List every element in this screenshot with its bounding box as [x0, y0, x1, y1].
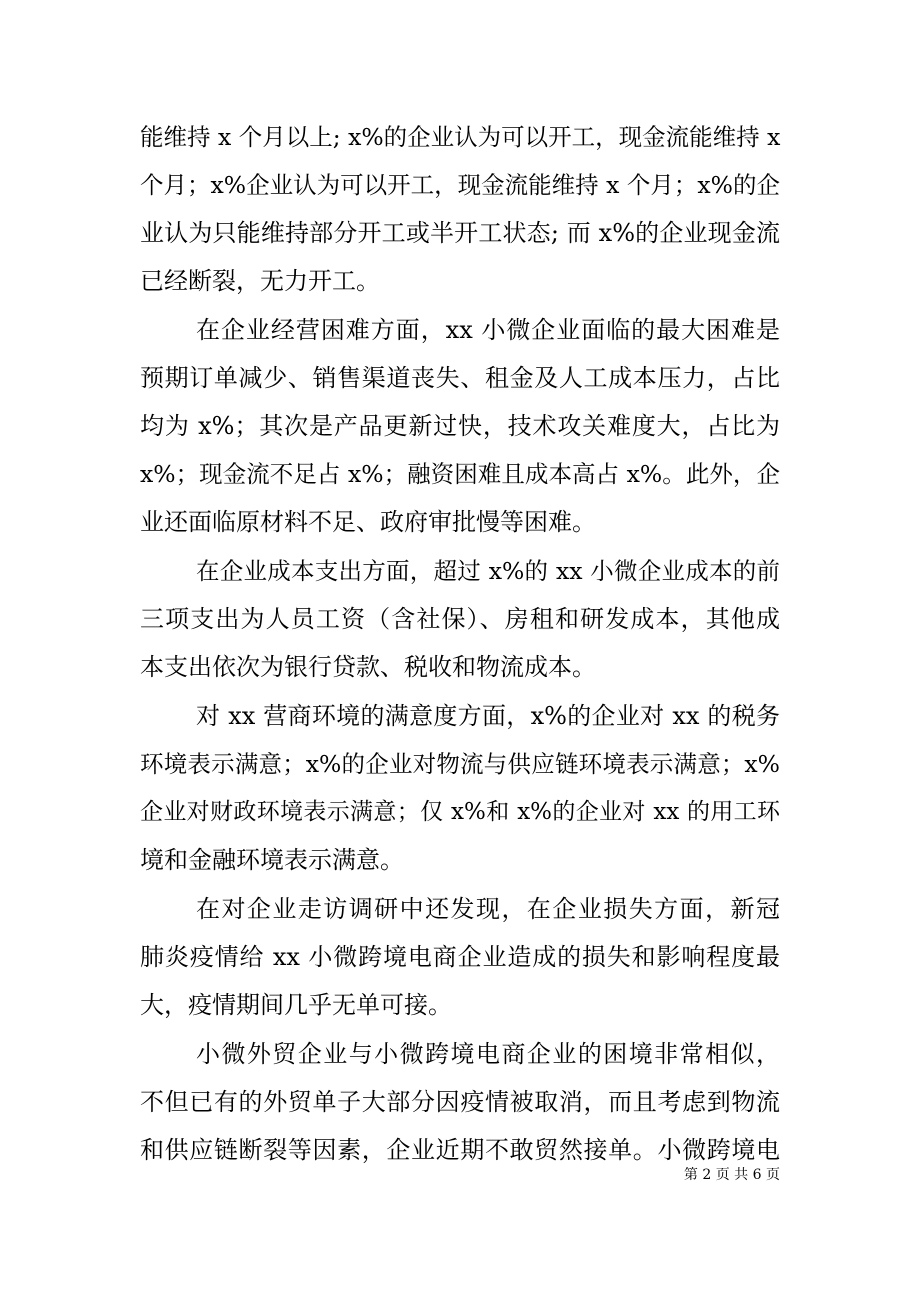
text-line: 本支出依次为银行贷款、税收和物流成本。 — [140, 653, 596, 681]
text-line: 大，疫情期间几乎无单可接。 — [140, 991, 452, 1019]
text-line: 境和金融环境表示满意。 — [140, 846, 404, 874]
text-line: 在企业经营困难方面，xx 小微企业面临的最大困难是 — [196, 316, 780, 344]
text-line: 肺炎疫情给 xx 小微跨境电商企业造成的损失和影响程度最 — [140, 943, 780, 971]
text-line: 对 xx 营商环境的满意度方面，x%的企业对 xx 的税务 — [196, 702, 780, 730]
text-line: 业认为只能维持部分开工或半开工状态; 而 x%的企业现金流 — [140, 219, 780, 247]
page-footer: 第 2 页 共 6 页 — [683, 1167, 780, 1183]
text-line: 个月；x%企业认为可以开工，现金流能维持 x 个月；x%的企 — [140, 171, 780, 199]
text-line: 已经断裂，无力开工。 — [140, 267, 380, 295]
text-line: 不但已有的外贸单子大部分因疫情被取消，而且考虑到物流 — [140, 1088, 780, 1116]
text-line: x%；现金流不足占 x%；融资困难且成本高占 x%。此外，企 — [140, 460, 780, 488]
text-line: 能维持 x 个月以上; x%的企业认为可以开工，现金流能维持 x — [140, 123, 781, 151]
text-line: 在对企业走访调研中还发现，在企业损失方面，新冠 — [196, 895, 780, 923]
text-line: 小微外贸企业与小微跨境电商企业的困境非常相似， — [196, 1040, 780, 1068]
text-line: 均为 x%；其次是产品更新过快，技术攻关难度大，占比为 — [140, 412, 780, 440]
text-line: 预期订单减少、销售渠道丧失、租金及人工成本压力，占比 — [140, 364, 780, 392]
text-line: 企业对财政环境表示满意；仅 x%和 x%的企业对 xx 的用工环 — [140, 799, 780, 825]
text-line: 业还面临原材料不足、政府审批慢等困难。 — [140, 508, 596, 536]
text-line: 在企业成本支出方面，超过 x%的 xx 小微企业成本的前 — [196, 557, 780, 585]
text-line: 和供应链断裂等因素，企业近期不敢贸然接单。小微跨境电 — [140, 1136, 780, 1164]
text-line: 三项支出为人员工资（含社保）、房租和研发成本，其他成 — [140, 605, 780, 633]
text-line: 环境表示满意；x%的企业对物流与供应链环境表示满意；x% — [140, 750, 780, 778]
